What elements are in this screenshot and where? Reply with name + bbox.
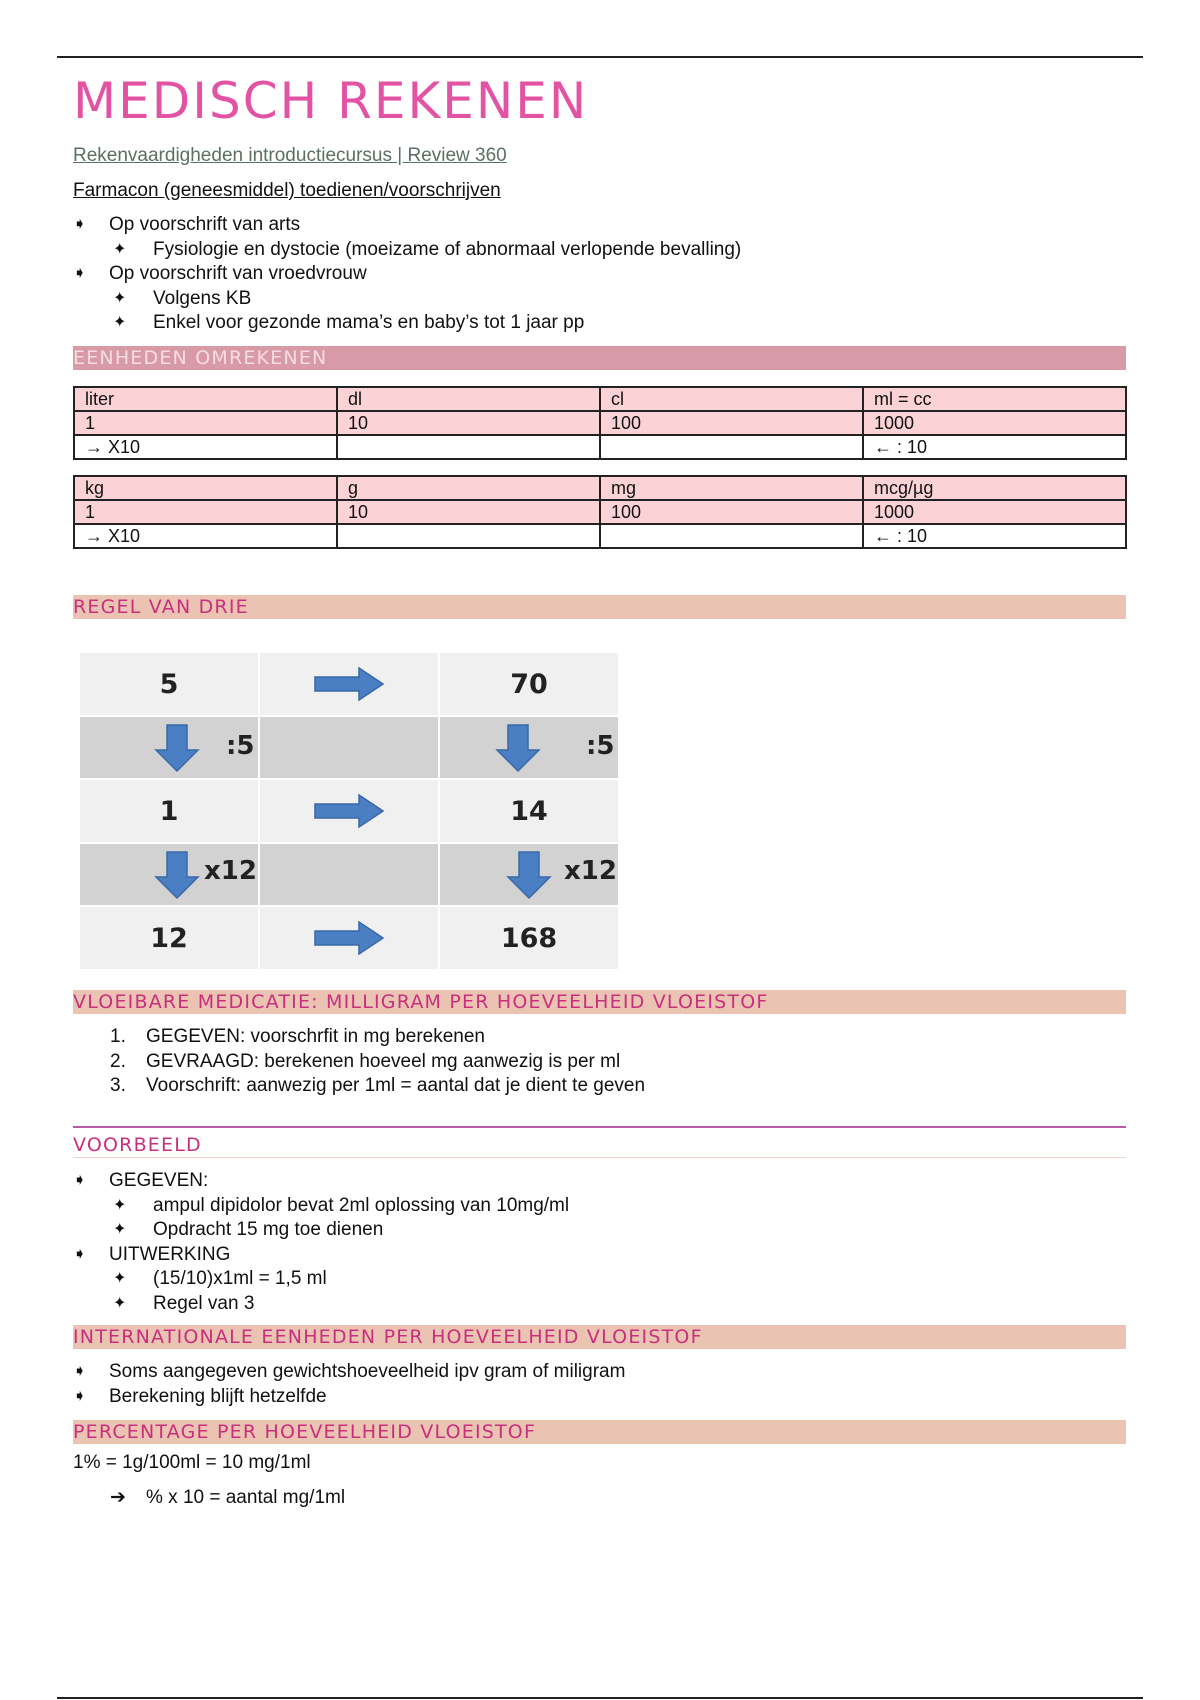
- percentage-result: ➔ % x 10 = aantal mg/1ml: [110, 1487, 346, 1508]
- table-cell: ← : 10: [863, 524, 1126, 548]
- bottom-rule: [57, 1697, 1143, 1699]
- table-cell: [600, 524, 863, 548]
- list-item: 2. GEVRAAGD: berekenen hoeveel mg aanwezig is per ml: [110, 1050, 621, 1072]
- operation-label: x12: [564, 856, 617, 886]
- farmacon-list: [73, 213, 741, 336]
- operation-cell: [440, 844, 620, 907]
- volume-units-table: [73, 386, 1127, 460]
- table-cell: 1000: [863, 411, 1126, 435]
- table-cell: 10: [337, 411, 600, 435]
- right-arrow-icon: [313, 666, 385, 702]
- table-cell: 10: [337, 500, 600, 524]
- operation-cell: [80, 717, 260, 780]
- star-bullet-icon: ✦: [113, 240, 127, 258]
- table-cell: mg: [600, 476, 863, 500]
- list-item: ✦ (15/10)x1ml = 1,5 ml: [73, 1267, 569, 1292]
- section-heading-percentage: PERCENTAGE PER HOEVEELHEID VLOEISTOF: [73, 1420, 1126, 1444]
- vloeibare-steps: [110, 1025, 645, 1099]
- voorbeeld-list: [73, 1169, 569, 1316]
- section-heading-vloeibare: VLOEIBARE MEDICATIE: MILLIGRAM PER HOEVEELHEID VLOEISTOF: [73, 990, 1126, 1014]
- empty-cell: [260, 844, 440, 907]
- list-item: ➧ Op voorschrift van arts: [73, 213, 741, 238]
- table-cell: 100: [600, 500, 863, 524]
- operation-cell: [440, 717, 620, 780]
- list-item: ➧ GEGEVEN:: [73, 1169, 569, 1194]
- arrow-bullet-icon: ➧: [73, 1172, 87, 1189]
- table-cell: g: [337, 476, 600, 500]
- table-cell: [337, 435, 600, 459]
- star-bullet-icon: ✦: [113, 314, 127, 331]
- arrow-bullet-icon: ➧: [73, 265, 87, 282]
- operation-label: x12: [204, 856, 257, 886]
- star-bullet-icon: ✦: [113, 1270, 127, 1287]
- table-cell: cl: [600, 387, 863, 411]
- down-arrow-icon: [506, 850, 552, 900]
- right-arrow-icon: ➔: [110, 1487, 126, 1508]
- table-cell: mcg/µg: [863, 476, 1126, 500]
- table-cell: liter: [74, 387, 337, 411]
- operation-label: :5: [586, 731, 615, 761]
- star-bullet-icon: ✦: [113, 1294, 127, 1312]
- value-cell: 14: [440, 780, 620, 844]
- internationale-list: [73, 1360, 625, 1409]
- table-cell: → X10: [74, 524, 337, 548]
- table-cell: → X10: [74, 435, 337, 459]
- arrow-cell: [260, 907, 440, 971]
- star-bullet-icon: ✦: [113, 1196, 127, 1214]
- value-cell: 1: [80, 780, 260, 844]
- empty-cell: [260, 717, 440, 780]
- table-cell: [337, 524, 600, 548]
- arrow-bullet-icon: ➧: [73, 1363, 87, 1380]
- section-heading-voorbeeld: VOORBEELD: [73, 1133, 1126, 1158]
- list-item: ✦ Regel van 3: [73, 1292, 569, 1317]
- right-arrow-icon: [313, 793, 385, 829]
- star-bullet-icon: ✦: [113, 1221, 127, 1238]
- list-item: ➧ Berekening blijft hetzelfde: [73, 1385, 625, 1410]
- farmacon-heading: Farmacon (geneesmiddel) toedienen/voorschrijven: [73, 180, 501, 201]
- value-cell: 12: [80, 907, 260, 971]
- value-cell: 70: [440, 653, 620, 717]
- table-cell: 1000: [863, 500, 1126, 524]
- page-subtitle: Rekenvaardigheden introductiecursus | Review 360: [73, 145, 507, 166]
- table-cell: 1: [74, 500, 337, 524]
- list-item: 3. Voorschrift: aanwezig per 1ml = aantal dat je dient te geven: [110, 1075, 646, 1096]
- down-arrow-icon: [495, 723, 541, 773]
- list-item: ➧ Op voorschrift van vroedvrouw: [73, 262, 741, 287]
- page-title: MEDISCH REKENEN: [73, 72, 589, 130]
- arrow-bullet-icon: ➧: [73, 1387, 87, 1405]
- arrow-cell: [260, 780, 440, 844]
- value-cell: 168: [440, 907, 620, 971]
- section-heading-eenheden: EENHEDEN OMREKENEN: [73, 346, 1126, 370]
- section-heading-regel-van-drie: REGEL VAN DRIE: [73, 595, 1126, 619]
- operation-cell: [80, 844, 260, 907]
- arrow-bullet-icon: ➧: [73, 216, 87, 233]
- section-heading-internationale: INTERNATIONALE EENHEDEN PER HOEVEELHEID VLOEISTOF: [73, 1325, 1126, 1349]
- rule-of-three-diagram: [80, 653, 620, 971]
- list-item: 1. GEGEVEN: voorschrfit in mg berekenen: [110, 1026, 485, 1047]
- star-bullet-icon: ✦: [113, 289, 127, 307]
- list-item: ✦ Opdracht 15 mg toe dienen: [73, 1218, 569, 1243]
- arrow-cell: [260, 653, 440, 717]
- list-item: ✦ Fysiologie en dystocie (moeizame of abnormaal verlopende bevalling): [73, 238, 741, 263]
- down-arrow-icon: [154, 723, 200, 773]
- top-rule: [57, 56, 1143, 58]
- table-cell: ← : 10: [863, 435, 1126, 459]
- right-arrow-icon: [313, 920, 385, 956]
- table-cell: kg: [74, 476, 337, 500]
- table-cell: ml = cc: [863, 387, 1126, 411]
- list-item: ✦ Enkel voor gezonde mama’s en baby’s tot 1 jaar pp: [73, 311, 741, 336]
- table-cell: 1: [74, 411, 337, 435]
- down-arrow-icon: [154, 850, 200, 900]
- value-cell: 5: [80, 653, 260, 717]
- section-divider: [73, 1126, 1126, 1128]
- list-item: ➧ Soms aangegeven gewichtshoeveelheid ipv gram of miligram: [73, 1360, 625, 1385]
- table-cell: 100: [600, 411, 863, 435]
- arrow-bullet-icon: ➧: [73, 1245, 87, 1263]
- table-cell: [600, 435, 863, 459]
- mass-units-table: [73, 475, 1127, 549]
- table-cell: dl: [337, 387, 600, 411]
- percentage-formula: 1% = 1g/100ml = 10 mg/1ml: [73, 1452, 311, 1473]
- operation-label: :5: [226, 731, 255, 761]
- list-item: ➧ UITWERKING: [73, 1243, 569, 1268]
- list-item: ✦ Volgens KB: [73, 287, 741, 312]
- list-item: ✦ ampul dipidolor bevat 2ml oplossing van 10mg/ml: [73, 1194, 569, 1219]
